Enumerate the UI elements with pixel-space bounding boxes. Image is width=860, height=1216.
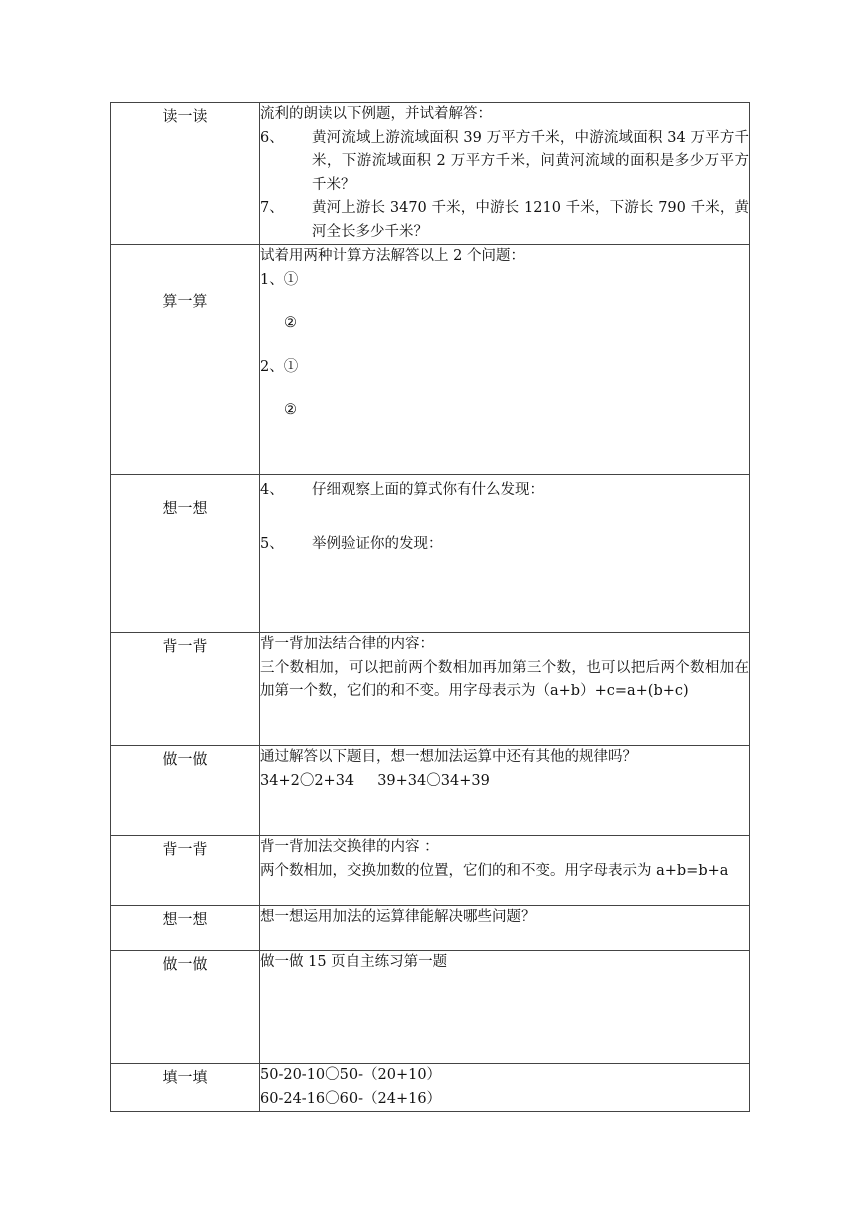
row-reflect [111, 906, 750, 951]
question-text: 黄河上游长 3470 千米，中游长 1210 千米，下游长 790 千米，黄河全长多少千米？ [312, 200, 749, 240]
row-content [260, 633, 750, 746]
row-read [111, 103, 750, 245]
answer-slot-2a: 2、① [260, 358, 299, 375]
instruction-text: 做一做 15 页自主练习第一题 [260, 954, 448, 970]
instruction-text: 通过解答以下题目，想一想加法运算中还有其他的规律吗？ [260, 749, 637, 765]
row-think [111, 475, 750, 633]
row-label: 背一背 [111, 836, 260, 906]
row-label: 填一填 [111, 1064, 260, 1112]
fill-line-1: 50-20-10〇50-（20+10） [260, 1067, 442, 1083]
row-label: 背一背 [111, 633, 260, 746]
row-label: 做一做 [111, 746, 260, 836]
instruction-text: 流利的朗读以下例题，并试着解答： [260, 106, 492, 122]
question-number: 5、 [260, 535, 284, 552]
row-calculate [111, 245, 750, 475]
rule-text: 三个数相加，可以把前两个数相加再加第三个数，也可以把后两个数相加在加第一个数，它们的和不变。用字母表示为（a+b）+c=a+(b+c) [260, 659, 749, 699]
row-fill [111, 1064, 750, 1112]
row-label: 算一算 [111, 245, 260, 475]
row-content [260, 951, 750, 1064]
exercise-text: 34+2〇2+34 39+34〇34+39 [260, 772, 490, 789]
question-text: 仔细观察上面的算式你有什么发现： [312, 482, 544, 498]
row-exercise [111, 951, 750, 1064]
instruction-text: 背一背加法交换律的内容 ： [260, 839, 439, 855]
instruction-text: 试着用两种计算方法解答以上 2 个问题： [260, 248, 525, 264]
question-item [260, 533, 749, 557]
question-text: 黄河流域上游流域面积 39 万平方千米，中游流域面积 34 万平方千米，下游流域面积 2 万平方千米，问黄河流域的面积是多少万平方千米？ [312, 129, 749, 193]
row-label: 想一想 [111, 906, 260, 951]
row-content [260, 475, 750, 633]
row-content [260, 245, 750, 475]
row-content [260, 103, 750, 245]
row-content [260, 906, 750, 951]
answer-slot-2b: ② [284, 402, 297, 418]
instruction-text: 想一想运用加法的运算律能解决哪些问题？ [260, 909, 536, 925]
question-item [260, 479, 749, 503]
question-text: 举例验证你的发现： [312, 535, 443, 552]
answer-slot-1a: 1、① [260, 271, 299, 288]
question-item [260, 197, 749, 244]
row-label: 想一想 [111, 475, 260, 633]
row-label: 读一读 [111, 103, 260, 245]
row-content [260, 746, 750, 836]
answer-slot-1b: ② [284, 315, 297, 331]
row-content [260, 1064, 750, 1112]
fill-line-2: 60-24-16〇60-（24+16） [260, 1090, 442, 1107]
question-item [260, 127, 749, 198]
question-number: 6、 [260, 129, 284, 146]
row-memorize-commutative [111, 836, 750, 906]
question-number: 4、 [260, 482, 284, 498]
instruction-text: 背一背加法结合律的内容： [260, 636, 434, 652]
row-label: 做一做 [111, 951, 260, 1064]
question-number: 7、 [260, 200, 284, 216]
row-practice [111, 746, 750, 836]
worksheet-table [110, 102, 750, 1112]
row-content [260, 836, 750, 906]
rule-text: 两个数相加，交换加数的位置，它们的和不变。用字母表示为 a+b=b+a [260, 862, 729, 879]
row-memorize-associative [111, 633, 750, 746]
